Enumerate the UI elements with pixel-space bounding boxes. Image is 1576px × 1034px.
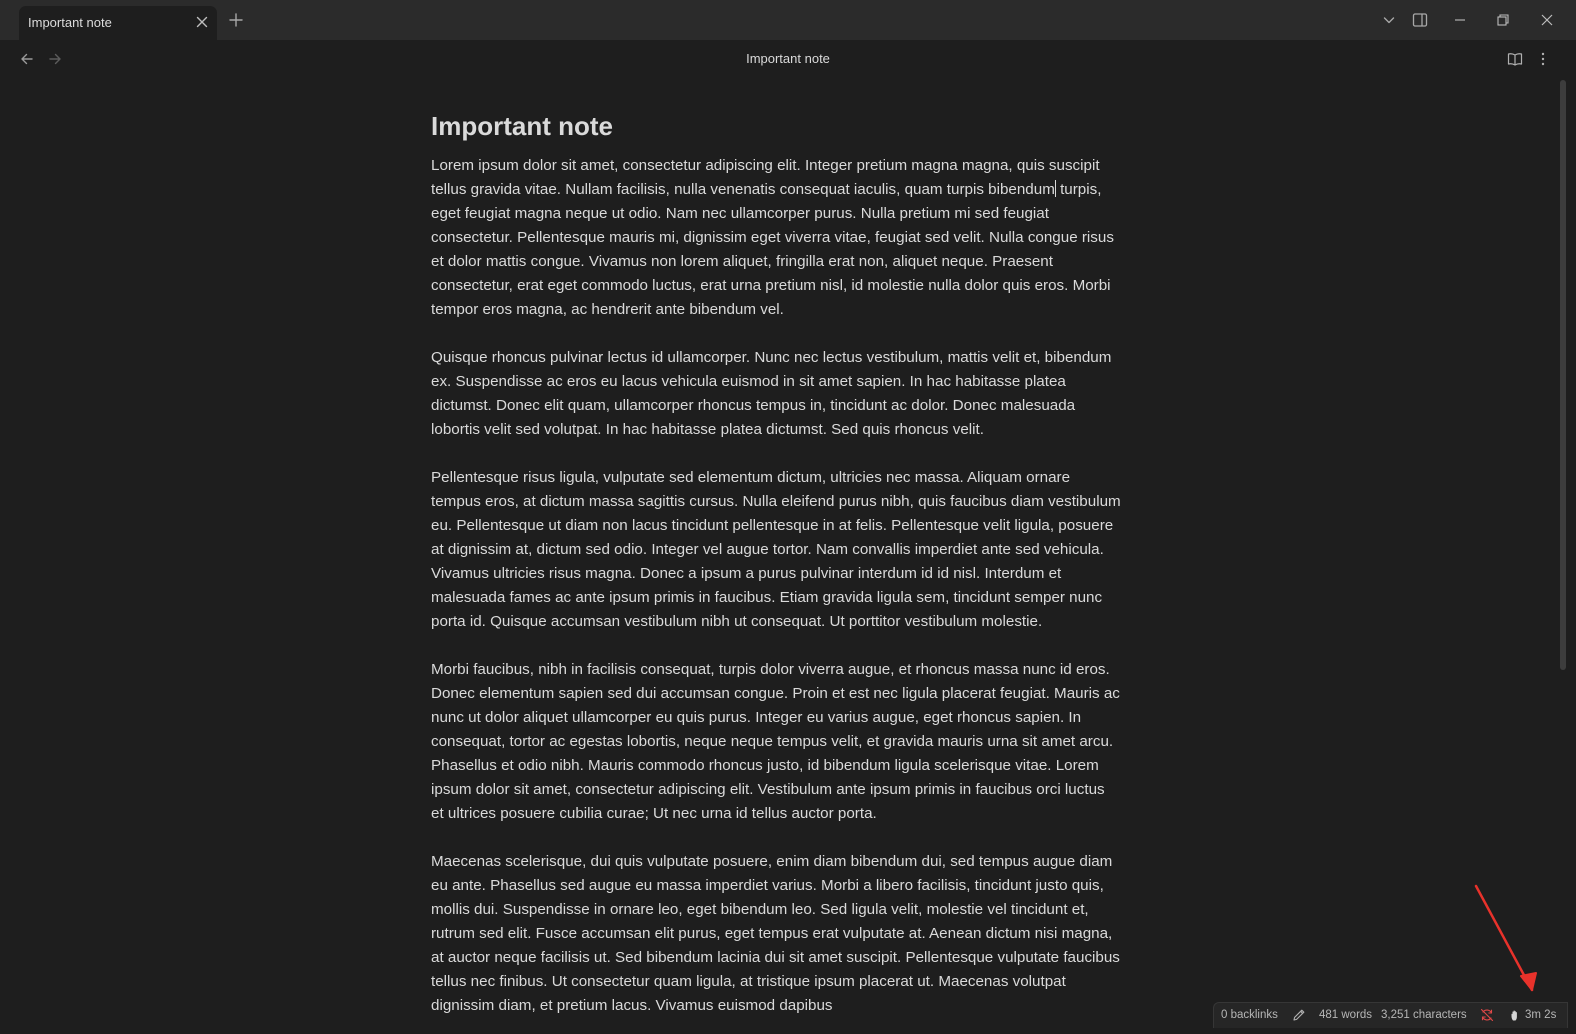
title-bar: [0, 0, 1576, 40]
minimize-icon[interactable]: [1452, 12, 1468, 28]
book-open-icon[interactable]: [1507, 51, 1523, 67]
hand-icon: [1509, 1008, 1523, 1022]
pencil-icon[interactable]: [1292, 1008, 1306, 1022]
text-before-caret: Lorem ipsum dolor sit amet, consectetur adipiscing elit. Integer pretium magna magna, quis suscipit tellus gravida vitae. Nullam facilisis, nulla venenatis consequat iaculis, quam turpis bibendum: [431, 157, 1100, 198]
backlinks-count[interactable]: 0 backlinks: [1221, 1009, 1278, 1021]
text-after-caret: turpis, eget feugiat magna neque ut odio. Nam nec ullamcorper purus. Nulla pretium mi sed feugiat consectetur. Pellentesque mauris mi, dignissim eget viverra vitae, feugiat sed velit. Nulla congue risus et dolor mattis congue. Vivamus non lorem aliquet, fringilla erat non, aliquet neque. Praesent consectetur, erat eget commodo luctus, erat urna pretium nisl, id molestie nulla dolor quis eros. Morbi tempor eros magna, ac hendrerit ante bibendum vel.: [431, 181, 1114, 318]
view-header-title[interactable]: Important note: [746, 51, 830, 66]
annotation-arrow: [1466, 880, 1546, 1000]
view-header: [0, 40, 1576, 78]
restore-icon[interactable]: [1495, 12, 1511, 28]
character-count: 3,251 characters: [1381, 1009, 1467, 1021]
note-paragraph[interactable]: [431, 154, 1121, 322]
scrollbar-thumb[interactable]: [1560, 80, 1566, 670]
note-title[interactable]: Important note: [431, 111, 613, 141]
timer-readout: 3m 2s: [1525, 1009, 1557, 1021]
close-window-icon[interactable]: [1539, 12, 1555, 28]
note-paragraph[interactable]: Pellentesque risus ligula, vulputate sed elementum dictum, ultricies nec massa. Aliquam ornare tempus eros, at dictum massa sagittis cursus. Nulla eleifend purus nibh, quis faucibus diam vestibulum eu. Pellentesque ut diam non lacus tincidunt pellentesque in at felis. Pellentesque velit ligula, posuere at dignissim at, dictum sed odio. Integer vel augue tortor. Nam convallis imperdiet ante sed vehicula. Vivamus ultricies risus magna. Donec a ipsum a purus pulvinar interdum id id nisl. Interdum et malesuada fames ac ante ipsum primis in faucibus. Etiam gravida ligula sem, tincidunt semper nunc porta id. Quisque accumsan vestibulum nibh ut consequat. Ut porttitor vestibulum molestie.: [431, 469, 1121, 630]
close-icon[interactable]: [193, 13, 211, 31]
note-editor[interactable]: [431, 106, 1121, 1026]
tab-title: Important note: [28, 15, 112, 30]
note-paragraph[interactable]: Quisque rhoncus pulvinar lectus id ullamcorper. Nunc nec lectus vestibulum, mattis velit et, bibendum ex. Suspendisse ac eros eu lacus vehicula euismod in sit amet sapien. In hac habitasse platea dictumst. Donec elit quam, ullamcorper rhoncus tempus in, tincidunt ac dolor. Donec malesuada lobortis velit sed volutpat. In hac habitasse platea dictumst. Sed quis rhoncus velit.: [431, 349, 1112, 438]
plus-icon[interactable]: [228, 12, 244, 28]
note-paragraph[interactable]: Maecenas scelerisque, dui quis vulputate posuere, enim diam bibendum dui, sed tempus augue diam eu ante. Phasellus sed augue eu massa imperdiet varius. Morbi a libero facilisis, tincidunt justo quis, mollis dui. Suspendisse in ornare leo, eget bibendum leo. Sed ligula velit, molestie vel tincidunt et, rutrum sed elit. Fusce accumsan elit purus, eget tempus erat vulputate at. Aenean dictum nisi magna, at auctor neque facilisis ut. Sed bibendum lacinia dui sit amet suscipit. Pellentesque vulputate faucibus tellus nec finibus. Ut consectetur quam ligula, at tristique ipsum placerat ut. Maecenas volutpat dignissim diam, et pretium lacus. Vivamus euismod dapibus: [431, 853, 1120, 1014]
note-paragraph[interactable]: Morbi faucibus, nibh in facilisis consequat, turpis dolor viverra augue, et rhoncus massa nunc id eros. Donec elementum sapien sed dui accumsan congue. Proin et est nec ligula placerat feugiat. Mauris ac nunc ut dolor aliquet ullamcorper eu quis purus. Integer eu varius augue, eget rhoncus sapien. In consequat, tortor ac egestas lobortis, neque neque tempus velit, et gravida mauris urna sit amet arcu. Phasellus et odio nibh. Mauris commodo rhoncus justo, id bibendum ligula scelerisque vitae. Lorem ipsum dolor sit amet, consectetur adipiscing elit. Vestibulum ante ipsum primis in faucibus orci luctus et ultrices posuere cubilia curae; Ut nec urna id tellus auctor porta.: [431, 661, 1120, 822]
more-vertical-icon[interactable]: [1535, 51, 1551, 67]
status-bar: [1213, 1002, 1568, 1028]
tab-important-note[interactable]: [19, 6, 217, 40]
sidebar-toggle-icon[interactable]: [1412, 12, 1428, 28]
sync-off-icon[interactable]: [1480, 1008, 1494, 1022]
chevron-down-icon[interactable]: [1381, 12, 1397, 28]
word-count: 481 words: [1319, 1009, 1373, 1021]
